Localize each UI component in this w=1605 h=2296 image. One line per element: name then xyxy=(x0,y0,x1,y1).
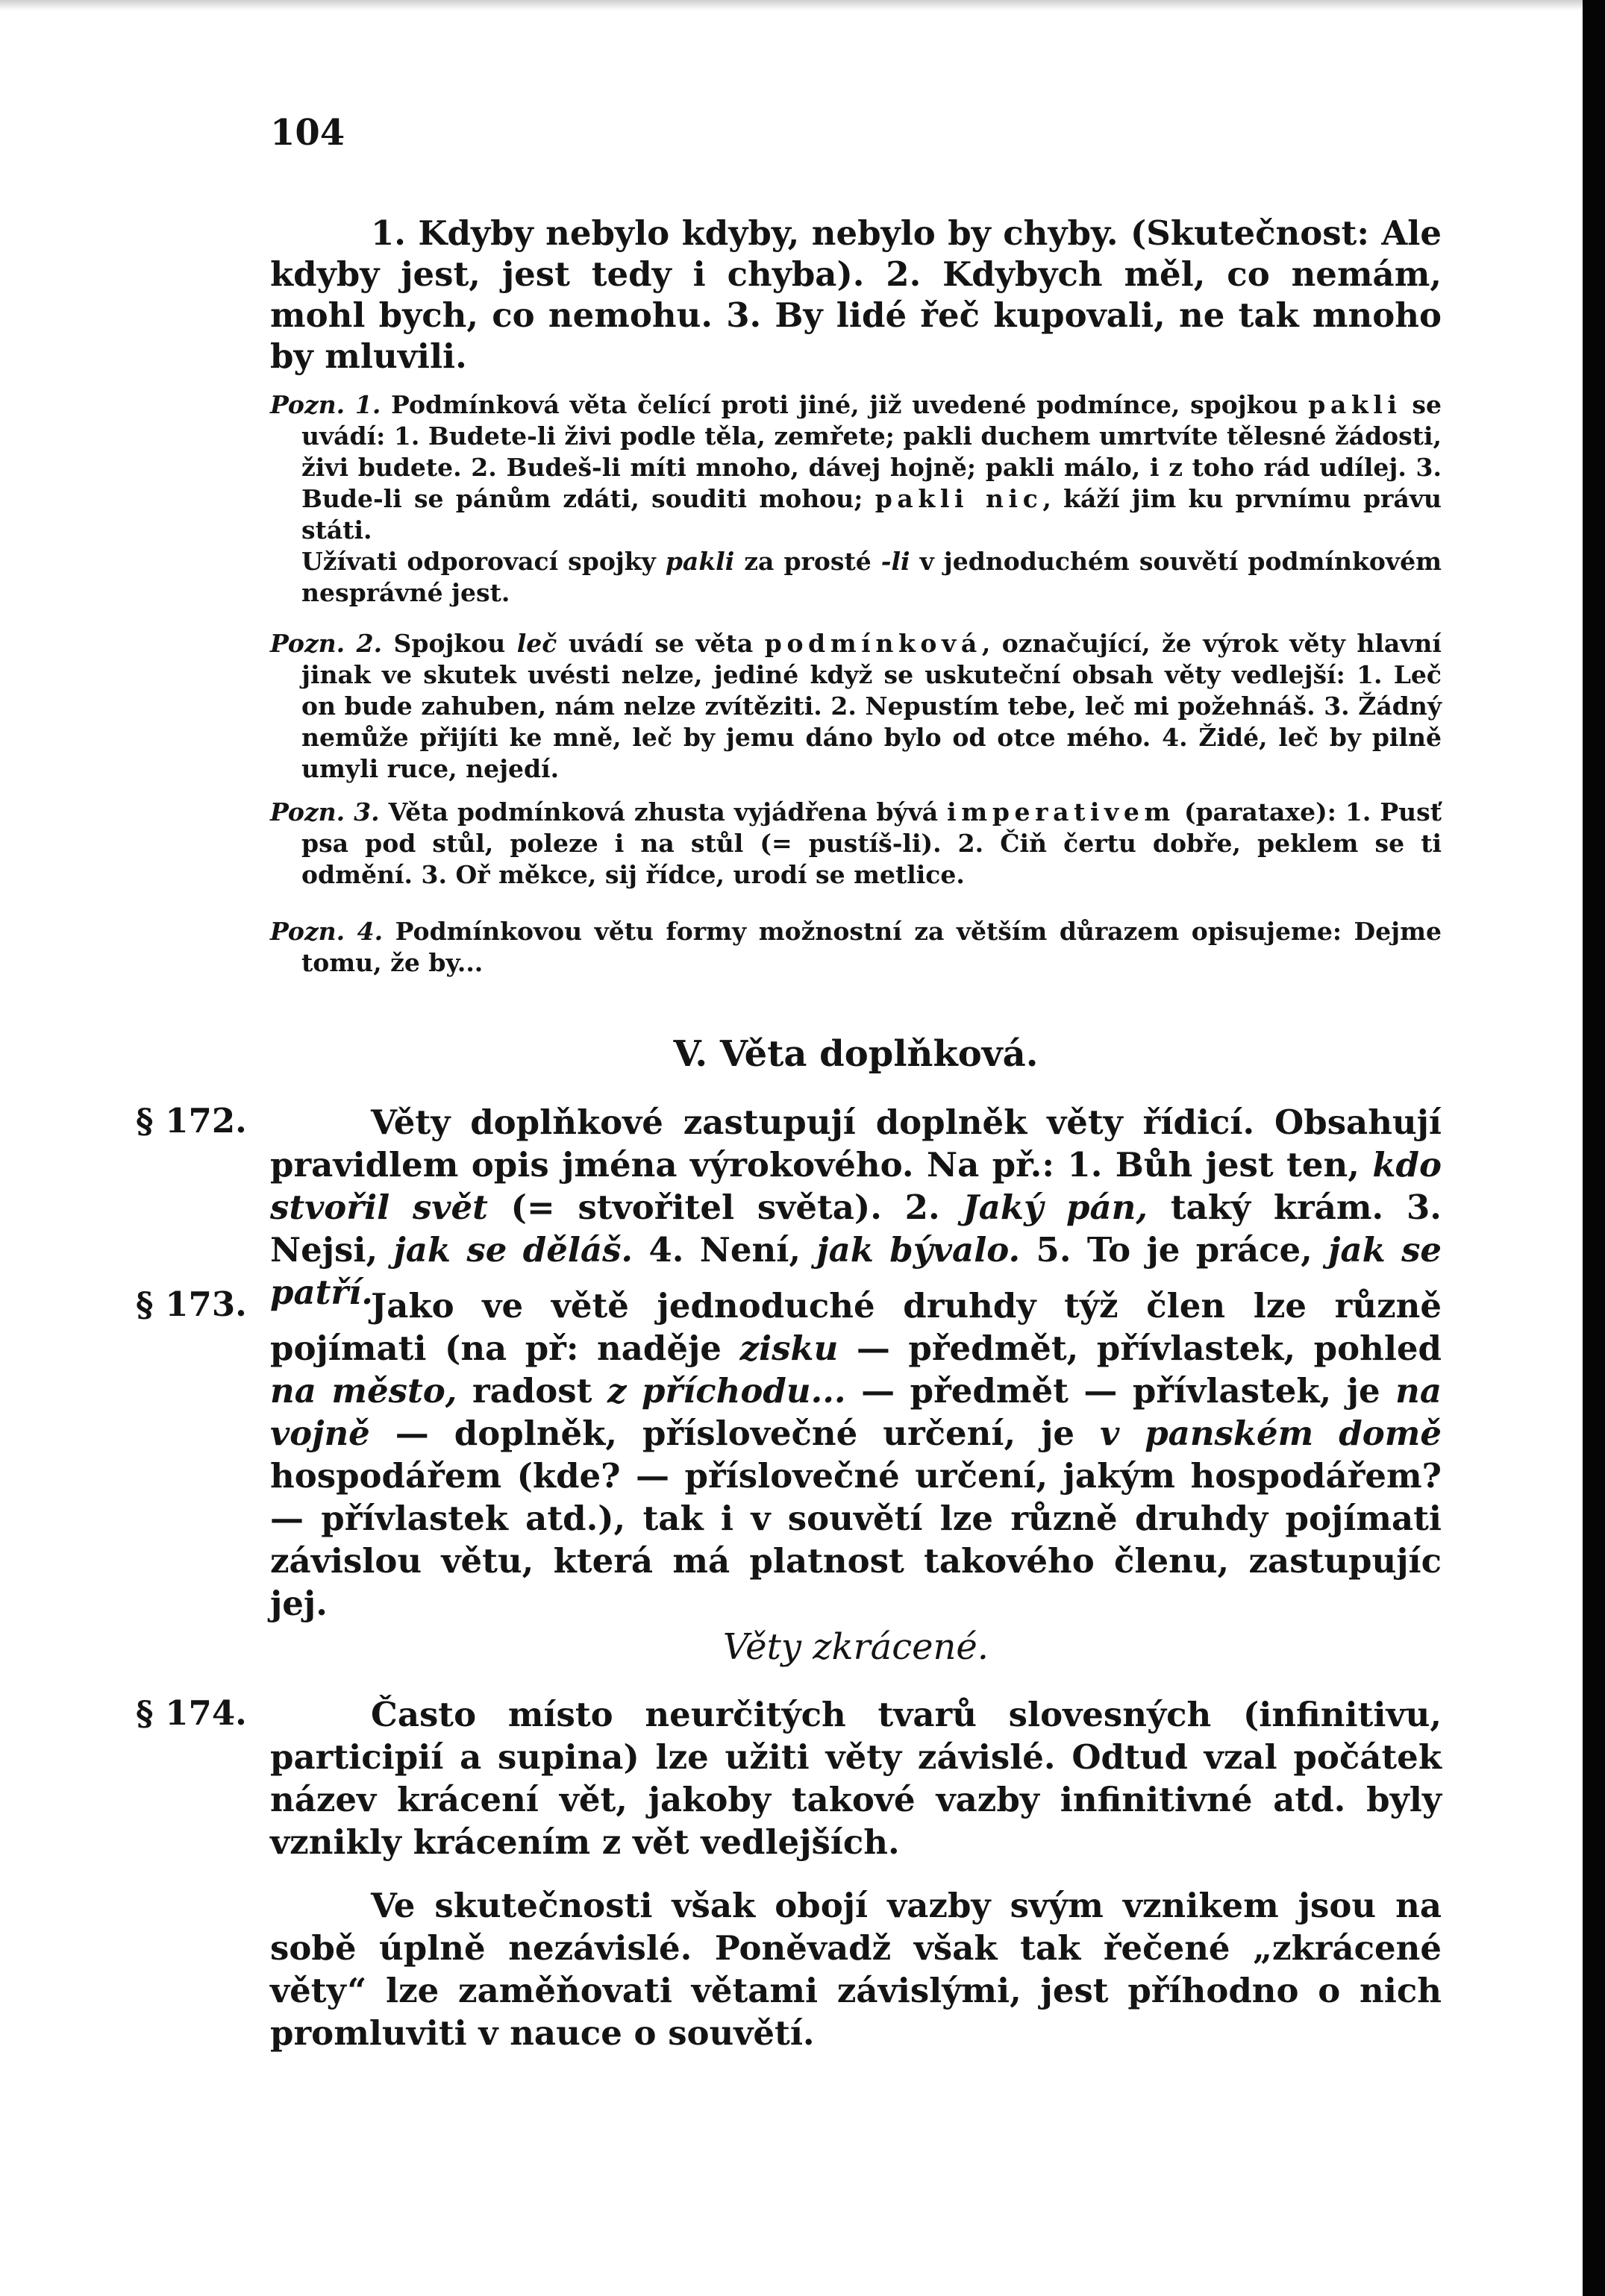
s173-text-f: hospodářem (kde? — příslovečné určení, jakým hospodářem? — přívlastek atd.), tak i v souvětí lze různě druhdy pojímati závislou větu, která má platnost takového členu, zastupujíc jej. xyxy=(270,1456,1442,1623)
note-2-keyword: leč xyxy=(516,629,557,658)
section-174-number: § 174. xyxy=(136,1693,247,1733)
note-2-text-c: , označující, že výrok věty hlavní jinak ve skutek uvésti nelze, jediné když se uskuteční obsah věty vedlejší: 1. Leč on bude zahuben, nám nelze zvítěziti. 2. Nepustím tebe, leč mi požehnáš. 3. Žádný nemůže přijíti ke mně, leč by jemu dáno bylo od otce mého. 4. Židé, leč by pilně umyli ruce, nejedí. xyxy=(301,629,1442,783)
section-173-number: § 173. xyxy=(136,1285,247,1324)
chapter-heading: V. Věta doplňková. xyxy=(673,1033,1039,1075)
note-2-paragraph xyxy=(270,628,1442,785)
note-4 xyxy=(270,916,1442,979)
s172-example-4: jak bývalo. xyxy=(816,1230,1021,1270)
scan-right-border xyxy=(1583,0,1605,2296)
note-3-label: Pozn. 3. xyxy=(270,797,380,827)
s173-text-c: radost xyxy=(472,1371,592,1411)
note-1-keyword-2: pakli nic xyxy=(875,484,1043,513)
note-2-label: Pozn. 2. xyxy=(270,629,383,658)
note-3-paragraph xyxy=(270,797,1442,891)
s173-example-2: na město, xyxy=(270,1371,457,1411)
s173-example-5: v panském domě xyxy=(1100,1414,1442,1453)
note-1 xyxy=(270,389,1442,609)
note-4-text-a: Podmínkovou větu formy možnostní za větším důrazem opisujeme: Dejme tomu, že by... xyxy=(301,917,1442,977)
note-2-keyword-2: podmínková xyxy=(764,629,982,658)
section-174-paragraph-1: Často místo neurčitých tvarů slovesných (infinitivu, participií a supina) lze užiti věty závislé. Odtud vzal počátek název krácení vět, jakoby takové vazby infinitivné atd. byly vznikly krácením z vět vedlejších. xyxy=(270,1695,1442,1862)
note-1-paragraph xyxy=(270,389,1442,546)
page-number: 104 xyxy=(270,112,345,154)
note-1-text-c: , káží jim ku prvnímu právu státi. xyxy=(301,484,1442,545)
section-172-text xyxy=(270,1101,1442,1314)
s173-example-1: zisku xyxy=(739,1329,839,1368)
intro-examples xyxy=(270,213,1442,377)
intro-text: 1. Kdyby nebylo kdyby, nebylo by chyby. (Skutečnost: Ale kdyby jest, jest tedy i chyba). 2. Kdybych měl, co nemám, mohl bych, co nemohu. 3. By lidé řeč kupovali, ne tak mnoho by mluvili. xyxy=(270,213,1442,376)
note-1-paragraph-2 xyxy=(270,546,1442,609)
s172-example-1: kdo stvořil svět xyxy=(270,1145,1442,1227)
note-1-p2-keyword: pakli xyxy=(665,547,735,576)
s173-text-e: — doplněk, příslovečné určení, je xyxy=(395,1414,1075,1453)
s172-text-e: 5. To je práce, xyxy=(1036,1230,1313,1270)
subheading-vety-zkracene: Věty zkrácené. xyxy=(722,1626,989,1668)
section-172-number: § 172. xyxy=(136,1101,247,1141)
s173-text-d: — předmět — přívlastek, je xyxy=(861,1371,1380,1411)
note-1-text-a: Podmínková věta čelící proti jiné, již uvedené podmínce, spojkou xyxy=(391,390,1298,419)
s173-example-3: z příchodu... xyxy=(607,1371,846,1411)
s173-example-4: na vojně xyxy=(270,1371,1442,1453)
note-3-keyword: imperativem xyxy=(947,797,1175,827)
s172-example-2: Jaký pán, xyxy=(963,1188,1148,1227)
s172-text-d: 4. Není, xyxy=(648,1230,801,1270)
note-1-p2-keyword-2: -li xyxy=(880,547,910,576)
s172-example-3: jak se děláš. xyxy=(393,1230,633,1270)
note-2-text-b: uvádí se věta xyxy=(568,629,754,658)
note-1-p2-c: v jednoduchém souvětí podmínkovém nesprávné jest. xyxy=(301,547,1442,607)
note-3 xyxy=(270,797,1442,891)
section-173 xyxy=(270,1285,1442,1625)
scan-top-shadow xyxy=(0,0,1605,10)
note-3-text-b: (parataxe): 1. Pusť psa pod stůl, poleze i na stůl (= pustíš-li). 2. Čiň čertu dobře, peklem se ti odmění. 3. Oř měkce, sij řídce, urodí se metlice. xyxy=(301,797,1442,889)
note-4-label: Pozn. 4. xyxy=(270,917,384,946)
s172-text-b: (= stvořitel světa). 2. xyxy=(510,1188,940,1227)
s173-text-a: Jako ve větě jednoduché druhdy týž člen lze různě pojímati (na př: naděje xyxy=(270,1286,1442,1368)
s172-text-a: Věty doplňkové zastupují doplněk věty řídicí. Obsahují pravidlem opis jména výrokového. Na př.: 1. Bůh jest ten, xyxy=(270,1102,1442,1185)
note-3-text-a: Věta podmínková zhusta vyjádřena bývá xyxy=(388,797,939,827)
note-2 xyxy=(270,628,1442,785)
note-1-p2-a: Užívati odporovací spojky xyxy=(301,547,656,576)
note-2-text-a: Spojkou xyxy=(393,629,506,658)
note-1-p2-b: za prosté xyxy=(744,547,872,576)
section-174 xyxy=(270,1693,1442,2054)
s172-example-5: jak se patří. xyxy=(270,1230,1442,1312)
note-4-paragraph xyxy=(270,916,1442,979)
section-172 xyxy=(270,1101,1442,1314)
note-1-text-b: se uvádí: 1. Budete-li živi podle těla, zemřete; pakli duchem umrtvíte tělesné žádosti, živi budete. 2. Budeš-li míti mnoho, dávej hojně; pakli málo, i z toho rád udílej. 3. Bude-li se pánům zdáti, souditi mohou; xyxy=(301,390,1442,513)
section-173-text xyxy=(270,1285,1442,1625)
note-1-label: Pozn. 1. xyxy=(270,390,381,419)
section-174-paragraph-2: Ve skutečnosti však obojí vazby svým vznikem jsou na sobě úplně nezávislé. Poněvadž však tak řečené „zkrácené věty“ lze zaměňovati větami závislými, jest příhodno o nich promluviti v nauce o souvětí. xyxy=(270,1886,1442,2053)
s173-text-b: — předmět, přívlastek, pohled xyxy=(856,1329,1442,1368)
note-1-keyword: pakli xyxy=(1308,390,1402,419)
s172-text-c: taký krám. 3. Nejsi, xyxy=(270,1188,1442,1270)
